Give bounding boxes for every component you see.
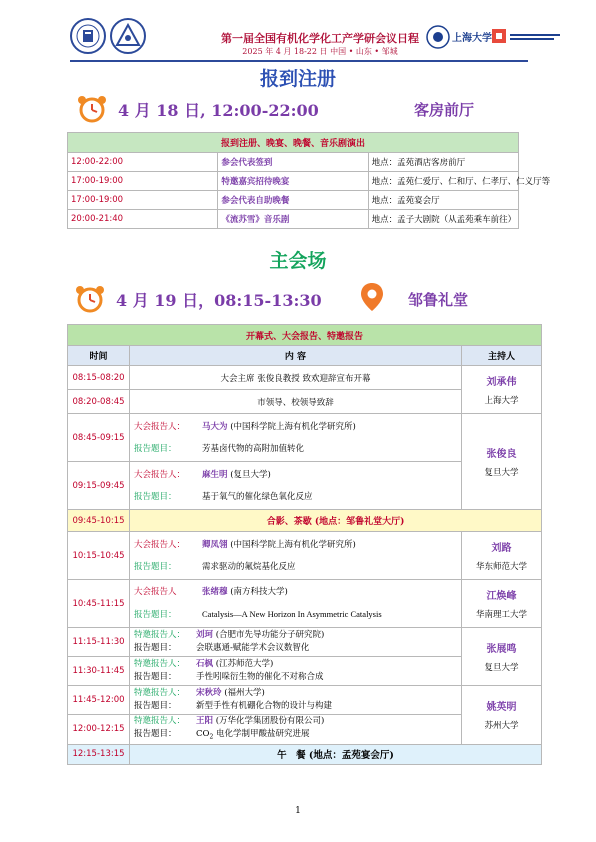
conference-subtitle: 2025 年 4 月 18-22 日 中国 • 山东 • 邹城	[242, 47, 398, 56]
location-pin-icon	[360, 282, 384, 312]
main-band: 开幕式、大会报告、特邀报告	[68, 325, 542, 346]
main-day-row	[74, 286, 514, 314]
registration-table	[67, 132, 551, 229]
host-cell: 姚英明 苏州大学	[462, 686, 542, 745]
university-seal-icon	[70, 18, 106, 54]
shanghai-university-logo	[426, 24, 492, 50]
table-row: 12:00-12:15 特邀报告人： 王阳 (万华化学集团股份有限公司) 报告题目： $CO_2$ 电化学制甲酸盐研究进展	[68, 715, 542, 745]
host-cell: 刘承伟 上海大学	[462, 366, 542, 414]
host-cell: 刘路 华东师范大学	[462, 532, 542, 580]
table-row: 11:15-11:30 特邀报告人： 刘珂 (合肥市先导功能分子研究院) 报告题目： 会联惠通-赋能学术会议数智化 张展鸣 复旦大学	[68, 628, 542, 657]
registration-day-row	[76, 96, 516, 124]
table-row: 09:15-09:45 大会报告人： 麻生明 (复旦大学) 报告题目： 基于氧气的催化绿色氧化反应	[68, 462, 542, 510]
society-emblem-icon	[110, 18, 146, 54]
registration-band: 报到注册、晚宴、晚餐、音乐剧演出	[68, 133, 519, 153]
table-row: 11:30-11:45 特邀报告人： 石枫 (江苏师范大学) 报告题目： 手性吲哚衍生物的催化不对称合成	[68, 657, 542, 686]
table-row: 12:00-22:00 参会代表签到 地点：孟苑酒店客房前厅	[68, 153, 519, 172]
header-divider	[70, 60, 528, 62]
logo-wordmark: 上海大学	[452, 33, 492, 44]
partner-institute-logo	[491, 24, 563, 50]
table-row: 20:00-21:40 《流苏雪》音乐剧 地点：孟子大剧院（从孟苑乘车前往）	[68, 210, 519, 229]
main-session-table	[67, 324, 542, 765]
table-header-row: 时间 内 容 主持人	[68, 346, 542, 366]
page-header	[70, 18, 530, 62]
host-cell: 张俊良 复旦大学	[462, 414, 542, 510]
table-row: 10:15-10:45 大会报告人： 卿凤翎 (中国科学院上海有机化学研究所) 报告题目： 需求驱动的氟烷基化反应 刘路 华东师范大学	[68, 532, 542, 580]
table-row: 17:00-19:00 特邀嘉宾招待晚宴 地点：孟苑仁爱厅、仁和厅、仁孝厅、仁义厅等	[68, 172, 519, 191]
table-row: 11:45-12:00 特邀报告人： 宋秋玲 (福州大学) 报告题目： 新型手性有机硼化合物的设计与构建 姚英明 苏州大学	[68, 686, 542, 715]
table-row: 08:20-08:45 市领导、校领导致辞	[68, 390, 542, 414]
conference-title: 第一届全国有机化学化工产学研会议日程	[221, 32, 419, 45]
host-cell: 江焕峰 华南理工大学	[462, 580, 542, 628]
main-day: 4 月 19 日，08:15-13:30	[116, 291, 322, 310]
table-row: 10:45-11:15 大会报告人 张绪穆 (南方科技大学) 报告题目： Catalysis—A New Horizon In Asymmetric Catalysis 江焕峰 华南理工大学	[68, 580, 542, 628]
break-row: 09:45-10:15 合影、茶歇 (地点：邹鲁礼堂大厅)	[68, 510, 542, 532]
table-row: 17:00-19:00 参会代表自助晚餐 地点：孟苑宴会厅	[68, 191, 519, 210]
main-venue: 邹鲁礼堂	[408, 291, 469, 309]
section-title-registration: 报到注册	[259, 68, 336, 90]
registration-day: 4 月 18 日, 12:00-22:00	[118, 101, 319, 120]
lunch-row: 12:15-13:15 午 餐 (地点：孟苑宴会厅)	[68, 744, 542, 764]
alarm-clock-icon	[76, 94, 108, 124]
table-row: 08:15-08:20 大会主席 张俊良教授 致欢迎辞宣布开幕 刘承伟 上海大学	[68, 366, 542, 390]
alarm-clock-icon	[74, 284, 106, 314]
table-row: 08:45-09:15 大会报告人： 马大为 (中国科学院上海有机化学研究所) 报告题目： 芳基卤代物的高附加值转化 张俊良 复旦大学	[68, 414, 542, 462]
page-number: 1	[295, 806, 301, 816]
host-cell: 张展鸣 复旦大学	[462, 628, 542, 686]
registration-venue: 客房前厅	[414, 101, 475, 119]
section-title-main-venue: 主会场	[269, 250, 327, 272]
